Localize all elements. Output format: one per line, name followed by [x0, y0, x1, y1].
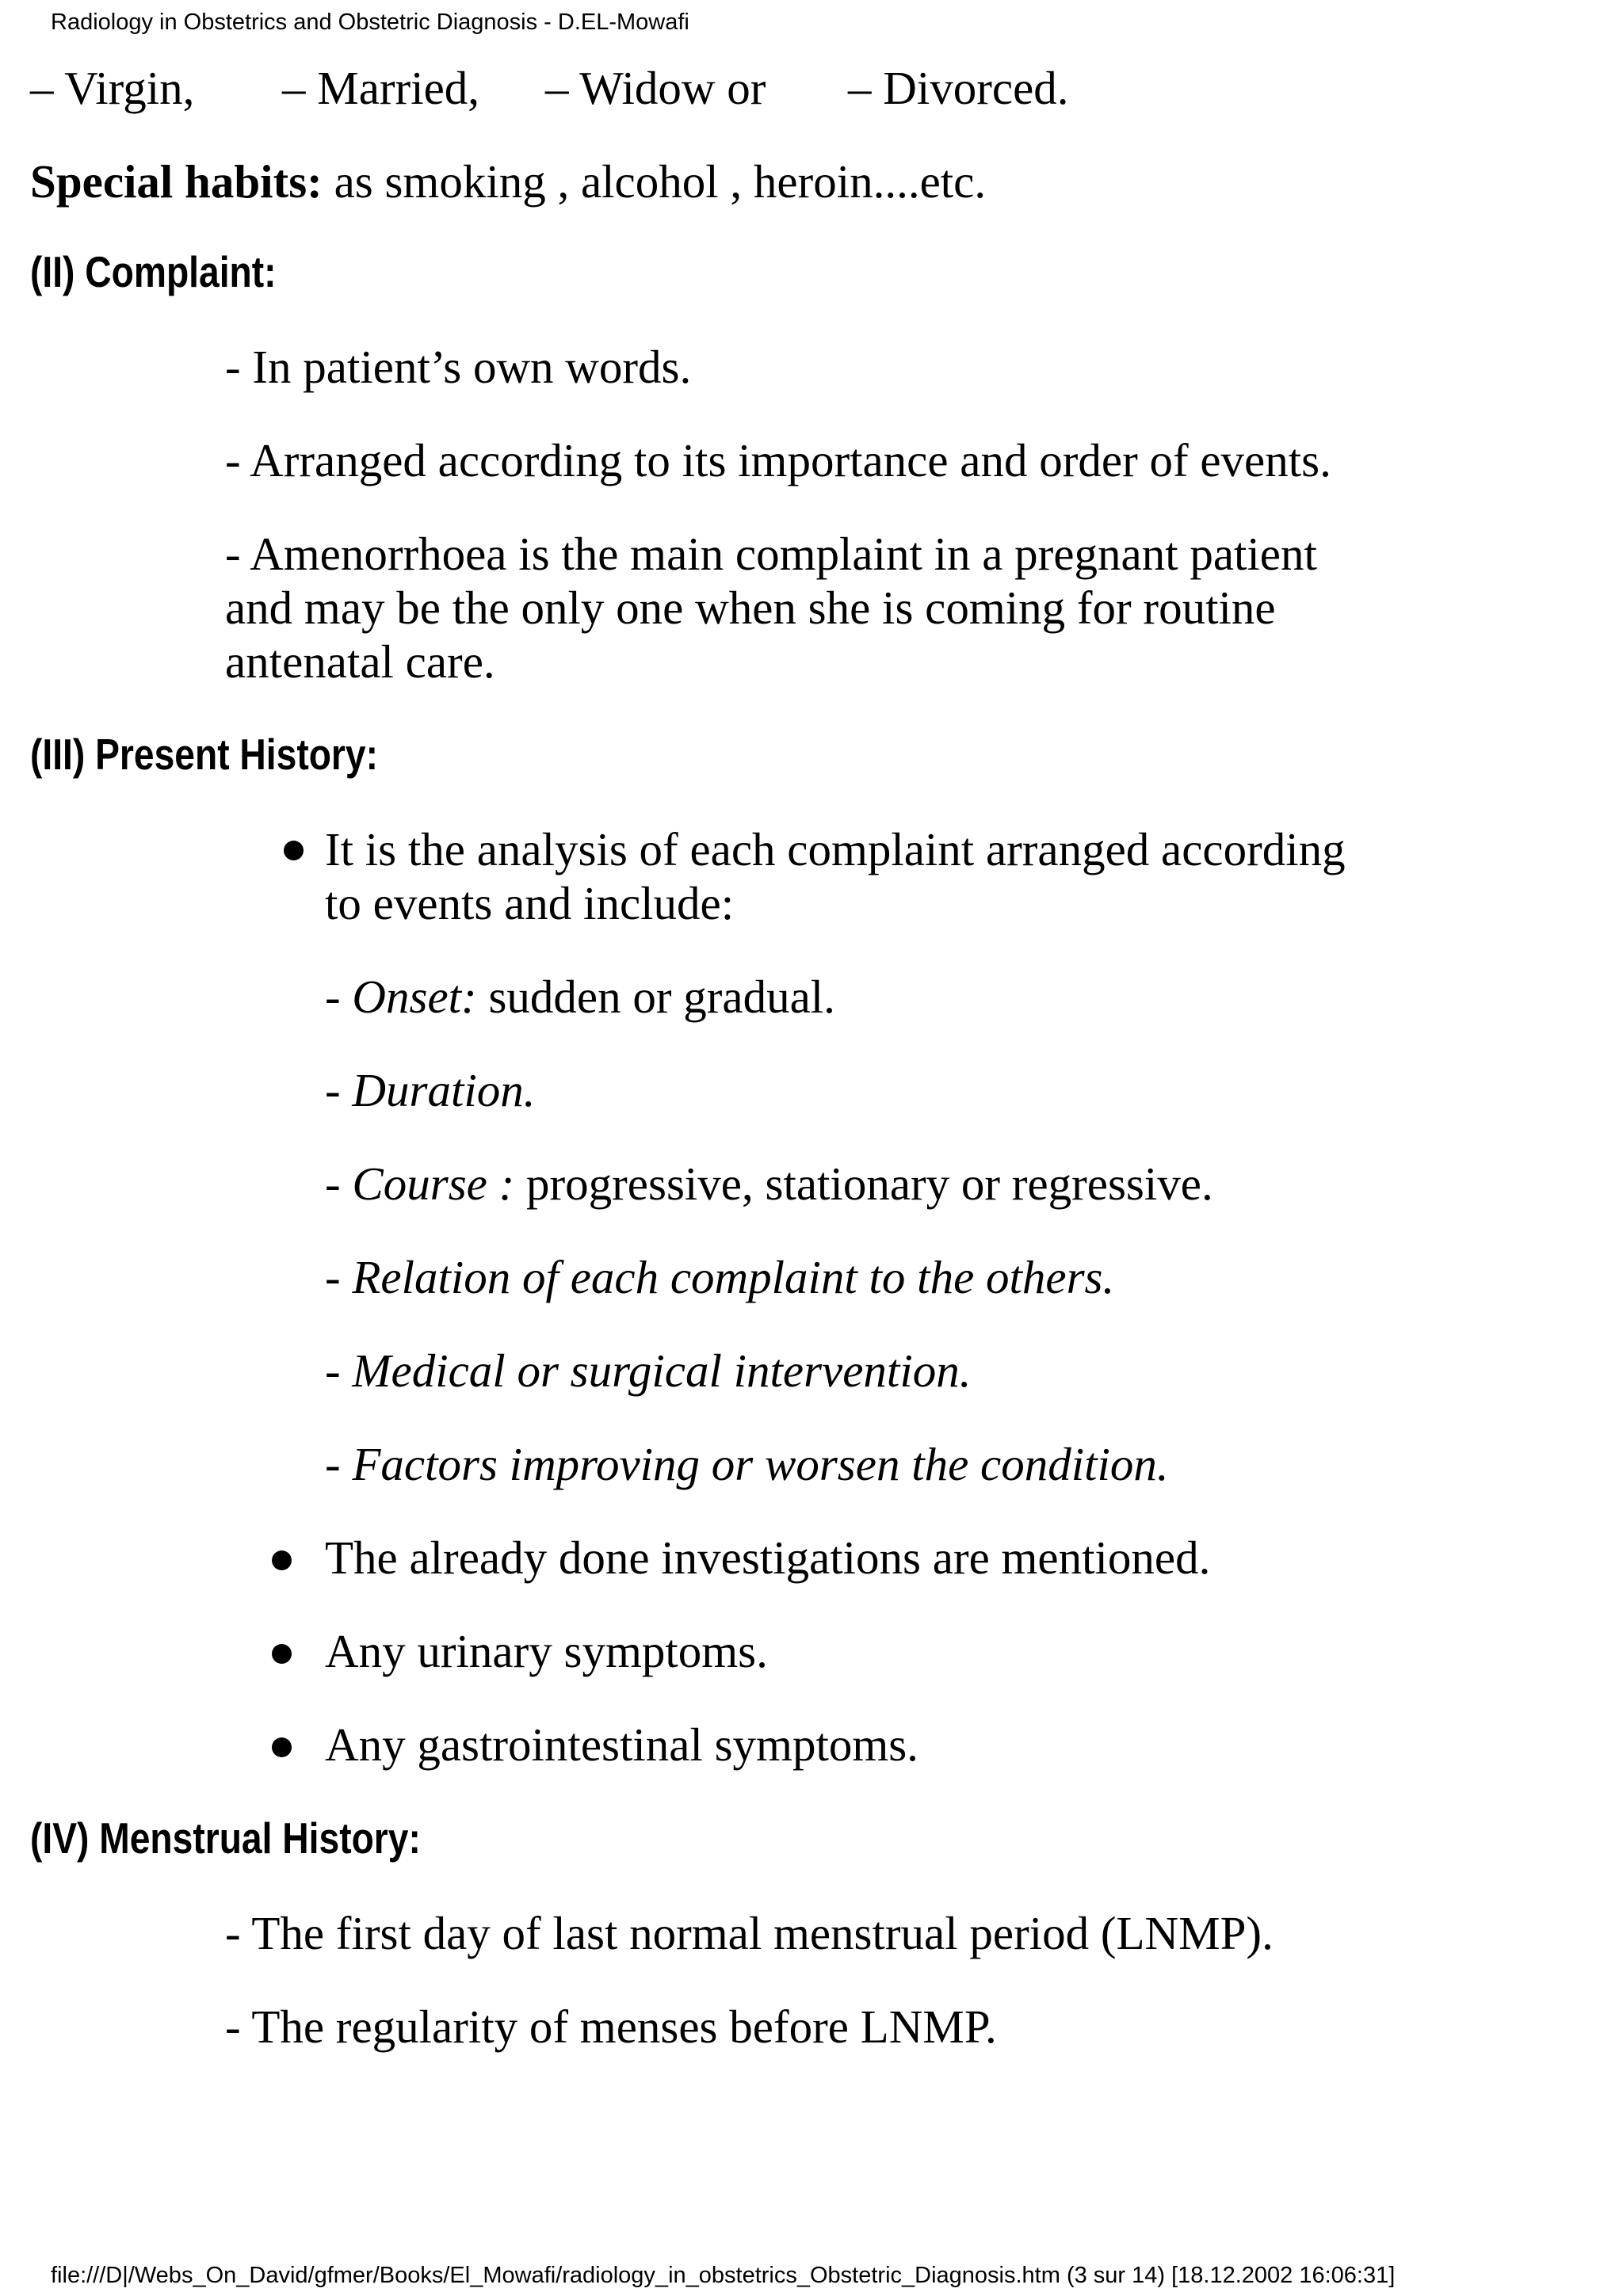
bullet-icon — [284, 841, 304, 860]
course-item — [325, 1158, 1213, 1210]
onset-text: sudden or gradual. — [476, 971, 835, 1023]
duration-item — [325, 1064, 536, 1116]
duration-label: Duration. — [352, 1064, 536, 1116]
document-footer-path: file:///D|/Webs_On_David/gfmer/Books/El_Mowafi/radiology_in_obstetrics_Obstetric_Diagnosis.htm (3 sur 14) [18.12.2002 16:06:31] — [51, 2263, 1396, 2288]
menstrual-item: - The first day of last normal menstrual period (LNMP). — [225, 1907, 1274, 1959]
present-history-bullet: Any gastrointestinal symptoms. — [325, 1718, 918, 1771]
present-history-bullet: Any urinary symptoms. — [325, 1625, 768, 1677]
special-habits-text: as smoking , alcohol , heroin....etc. — [322, 155, 987, 208]
special-habits — [30, 155, 987, 208]
onset-item — [325, 971, 835, 1023]
amenorrhoea-line: - Amenorrhoea is the main complaint in a pregnant patient — [225, 528, 1317, 580]
amenorrhoea-line: antenatal care. — [225, 635, 495, 688]
onset-dash: - — [325, 971, 353, 1023]
course-dash: - — [325, 1158, 353, 1210]
complaint-item: - Arranged according to its importance and order of events. — [225, 434, 1331, 486]
present-history-bullet: The already done investigations are mentioned. — [325, 1531, 1211, 1584]
menstrual-history-heading: (IV) Menstrual History: — [30, 1814, 421, 1863]
analysis-line: It is the analysis of each complaint arranged according — [325, 823, 1346, 875]
intervention-item: - Medical or surgical intervention. — [325, 1344, 972, 1397]
complaint-heading: (II) Complaint: — [30, 247, 277, 296]
complaint-item: - In patient’s own words. — [225, 341, 692, 393]
marital-status-virgin: – Virgin, — [30, 62, 195, 114]
course-label: Course : — [352, 1158, 515, 1210]
special-habits-label: Special habits: — [30, 155, 323, 208]
menstrual-item: - The regularity of menses before LNMP. — [225, 2000, 997, 2053]
document-header-title: Radiology in Obstetrics and Obstetric Diagnosis - D.EL-Mowafi — [51, 10, 689, 35]
relation-item: - Relation of each complaint to the others. — [325, 1251, 1115, 1303]
marital-status-widow: – Widow or — [545, 62, 766, 114]
amenorrhoea-line: and may be the only one when she is coming for routine — [225, 582, 1276, 634]
bullet-icon — [272, 1737, 292, 1757]
marital-status-divorced: – Divorced. — [848, 62, 1069, 114]
present-history-heading: (III) Present History: — [30, 730, 378, 779]
duration-dash: - — [325, 1064, 353, 1116]
onset-label: Onset: — [352, 971, 477, 1023]
bullet-icon — [272, 1644, 292, 1664]
factors-item: - Factors improving or worsen the condition. — [325, 1438, 1169, 1490]
marital-status-married: – Married, — [282, 62, 480, 114]
bullet-icon — [272, 1550, 292, 1570]
analysis-line: to events and include: — [325, 877, 735, 929]
course-text: progressive, stationary or regressive. — [514, 1158, 1213, 1210]
